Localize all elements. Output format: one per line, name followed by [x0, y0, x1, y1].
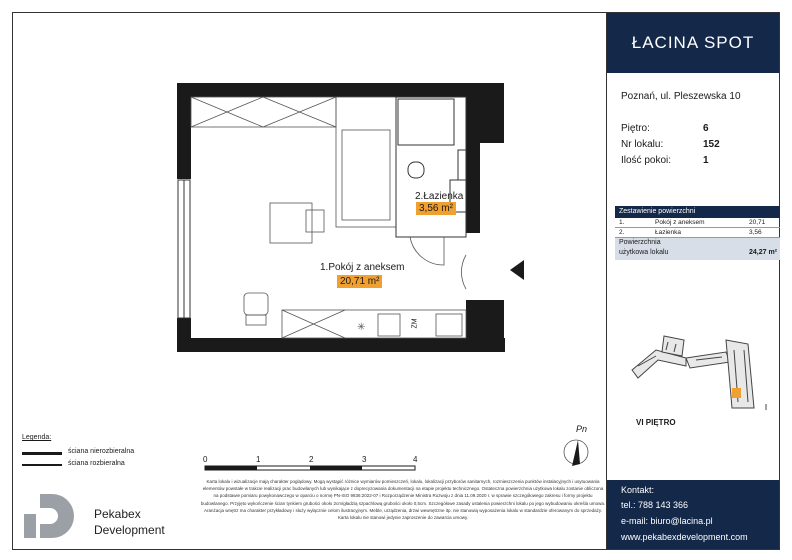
summary-row: [615, 228, 780, 238]
floor-plan-label: VI PIĘTRO: [636, 418, 676, 427]
summary-row-name: Pokój z aneksem: [655, 219, 705, 226]
summary-row-area: 20,71: [749, 219, 766, 226]
total-label-line2: użytkowa lokalu: [619, 249, 669, 256]
scale-tick: 3: [362, 455, 367, 464]
contact-phone[interactable]: tel.: 788 143 366: [621, 500, 689, 510]
summary-row: [615, 218, 780, 228]
legend-swatch-solid: [22, 452, 62, 455]
fixture-p: P: [474, 193, 479, 200]
brand-logo: ŁACINA SPOT: [631, 33, 755, 52]
unit-number-label: Nr lokalu:: [621, 139, 664, 150]
room-area-living: 20,71 m²: [337, 275, 382, 288]
room-area-bathroom: 3,56 m²: [416, 202, 456, 215]
floor-label: Piętro:: [621, 123, 650, 134]
compass-icon: [556, 432, 596, 472]
summary-total: [615, 238, 780, 260]
entry-arrow-icon: [510, 260, 524, 280]
summary-row-number: 1.: [619, 219, 625, 226]
total-value: 24,27 m²: [749, 249, 778, 256]
summary-row-name: Łazienka: [655, 229, 682, 236]
scale-bar: [200, 465, 420, 473]
floor-plan: [170, 80, 530, 360]
legend-swatch-outline: [22, 464, 62, 466]
floor-value: 6: [703, 123, 709, 134]
unit-number-value: 152: [703, 139, 720, 150]
legend-item: ściana rozbieralna: [68, 460, 125, 467]
scale-tick: 1: [256, 455, 261, 464]
brand-header: [607, 13, 779, 73]
address: Poznań, ul. Pleszewska 10: [621, 91, 741, 102]
disclaimer: Karta lokalu i wizualizacje mają charakter poglądowy. Mogą wystąpić różnice wymiarów pomieszczeń, lokalu, lokalizacji przyborów sanitarnych, rozmieszczenia punktów instalacyjnych i usytuowania elementów powstałe w trakcie realizacji prac budowlanych lub wynikające z doprecyzowania dokumentacji na etapie projektu technicznego. Ostateczna powierzchnia użytkowa lokalu zostanie obliczona na podstawie pomiaru powykonawczego w oparciu o normę PN-ISO 9836:2022-07 i Rozporządzenie Ministra Rozwoju z dnia 11.09.2020 r. w sprawie szczegółowego zakresu i formy projektu budowlanego. Przyjęto wykończenie ścian tynkiem grubości około 2cm/gładzią szpachlową grubości około 0,5cm. Szczegółowe zasady ustalenia powierzchni lokalu po jego wybudowaniu określa umowa. Aranżacja wnętrz ma charakter przykładowy i służy wyłącznie celom ilustracyjnym. Meble, urządzenia, drzwi wewnętrzne itp. nie stanowią wyposażenia lokalu w standardzie oferowanym do sprzedaży. Karta lokalu nie stanowi jedynie zaproszenie do zawarcia umowy.: [200, 479, 606, 521]
pekabex-logo-icon: [22, 492, 84, 540]
unit-highlight: [732, 388, 741, 398]
compass-label: Pn: [576, 424, 588, 434]
total-label-line1: Powierzchnia: [619, 239, 661, 246]
summary-row-number: 2.: [619, 229, 625, 236]
room-name-living: 1.Pokój z aneksem: [320, 262, 405, 273]
rooms-count-label: Ilość pokoi:: [621, 155, 672, 166]
legend-item: ściana nierozbieralna: [68, 448, 135, 455]
contact-website[interactable]: www.pekabexdevelopment.com: [621, 532, 748, 542]
rooms-count-value: 1: [703, 155, 709, 166]
svg-text:✳: ✳: [357, 322, 366, 333]
contact-email[interactable]: e-mail: biuro@lacina.pl: [621, 516, 713, 526]
company-line1: Pekabex: [94, 507, 141, 521]
legend-title: Legenda:: [22, 434, 52, 441]
company-line2: Development: [94, 523, 165, 537]
contact-box: [607, 480, 779, 549]
fixture-zm: ZM: [411, 318, 419, 329]
building-key-plan: [626, 330, 776, 420]
scale-tick: 2: [309, 455, 314, 464]
summary-title: Zestawienie powierzchni: [615, 206, 780, 218]
contact-title: Kontakt:: [621, 485, 655, 495]
room-name-bathroom: 2.Łazienka: [415, 191, 464, 202]
summary-row-area: 3,56: [749, 229, 762, 236]
scale-tick: 4: [413, 455, 418, 464]
company-name: [94, 506, 165, 538]
scale-tick: 0: [203, 455, 208, 464]
